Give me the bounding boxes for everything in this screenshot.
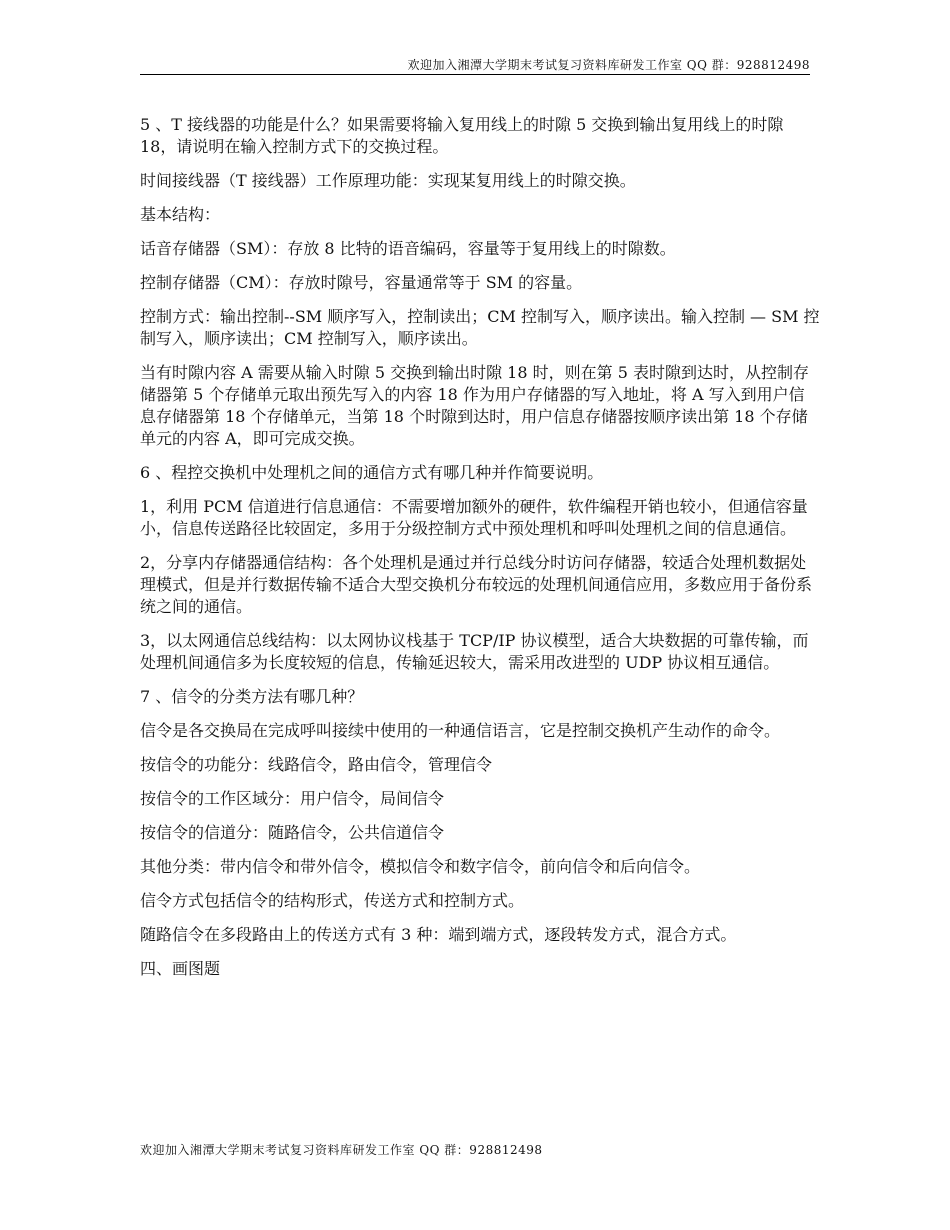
classification-by-channel: 按信令的信道分：随路信令，公共信道信令 — [140, 823, 445, 842]
classification-other: 其他分类：带内信令和带外信令，模拟信令和数字信令，前向信令和后向信令。 — [140, 857, 701, 876]
cas-transfer-modes: 随路信令在多段路由上的传送方式有 3 种：端到端方式，逐段转发方式，混合方式。 — [140, 925, 737, 944]
document-body — [140, 114, 820, 992]
question-6-title: 6 、程控交换机中处理机之间的通信方式有哪几种并作简要说明。 — [140, 463, 604, 482]
question-7-title: 7 、信令的分类方法有哪几种？ — [140, 687, 364, 706]
answer-6-item-2: 2，分享内存储器通信结构：各个处理机是通过并行总线分时访问存储器，较适合处理机数据处理模式，但是并行数据传输不适合大型交换机分布较远的处理机间通信应用，多数应用于备份系统之间的通信。 — [140, 553, 813, 616]
answer-6-item-1: 1，利用 PCM 信道进行信息通信：不需要增加额外的硬件，软件编程开销也较小，但通信容量小，信息传送路径比较固定，多用于分级控制方式中预处理机和呼叫处理机之间的信息通信。 — [140, 497, 808, 538]
classification-by-area: 按信令的工作区域分：用户信令，局间信令 — [140, 789, 445, 808]
page-footer: 欢迎加入湘潭大学期末考试复习资料库研发工作室 QQ 群：928812498 — [140, 1143, 543, 1157]
speech-memory-desc: 话音存储器（SM）：存放 8 比特的语音编码，容量等于复用线上的时隙数。 — [140, 239, 676, 258]
control-mode-desc: 控制方式：输出控制--SM 顺序写入，控制读出；CM 控制写入，顺序读出。输入控制 — SM 控制写入，顺序读出；CM 控制写入，顺序读出。 — [140, 307, 820, 348]
page-header: 欢迎加入湘潭大学期末考试复习资料库研发工作室 QQ 群：928812498 — [407, 58, 810, 72]
header-divider — [140, 74, 810, 75]
signaling-modes: 信令方式包括信令的结构形式，传送方式和控制方式。 — [140, 891, 525, 910]
control-memory-desc: 控制存储器（CM）：存放时隙号，容量通常等于 SM 的容量。 — [140, 273, 583, 292]
question-5-title: 5 、T 接线器的功能是什么？如果需要将输入复用线上的时隙 5 交换到输出复用线上的时隙 18，请说明在输入控制方式下的交换过程。 — [140, 115, 784, 156]
basic-structure-heading: 基本结构： — [140, 205, 221, 224]
switching-process-desc: 当有时隙内容 A 需要从输入时隙 5 交换到输出时隙 18 时，则在第 5 表时隙到达时，从控制存储器第 5 个存储单元取出预先写入的内容 18 作为用户存储器的写入地址，将 A 写入到用户信息存储器第 18 个存储单元，当第 18 个时隙到达时，用户信息存储器按顺序读出第 18 个存储单元的内容 A，即可完成交换。 — [140, 363, 809, 448]
answer-6-item-3: 3，以太网通信总线结构：以太网协议栈基于 TCP/IP 协议模型，适合大块数据的可靠传输，而处理机间通信多为长度较短的信息，传输延迟较大，需采用改进型的 UDP 协议相互通信。 — [140, 631, 809, 672]
classification-by-function: 按信令的功能分：线路信令，路由信令，管理信令 — [140, 755, 493, 774]
t-switch-principle: 时间接线器（T 接线器）工作原理功能：实现某复用线上的时隙交换。 — [140, 171, 636, 190]
signaling-definition: 信令是各交换局在完成呼叫接续中使用的一种通信语言，它是控制交换机产生动作的命令。 — [140, 721, 781, 740]
section-4-heading: 四、画图题 — [140, 959, 221, 978]
